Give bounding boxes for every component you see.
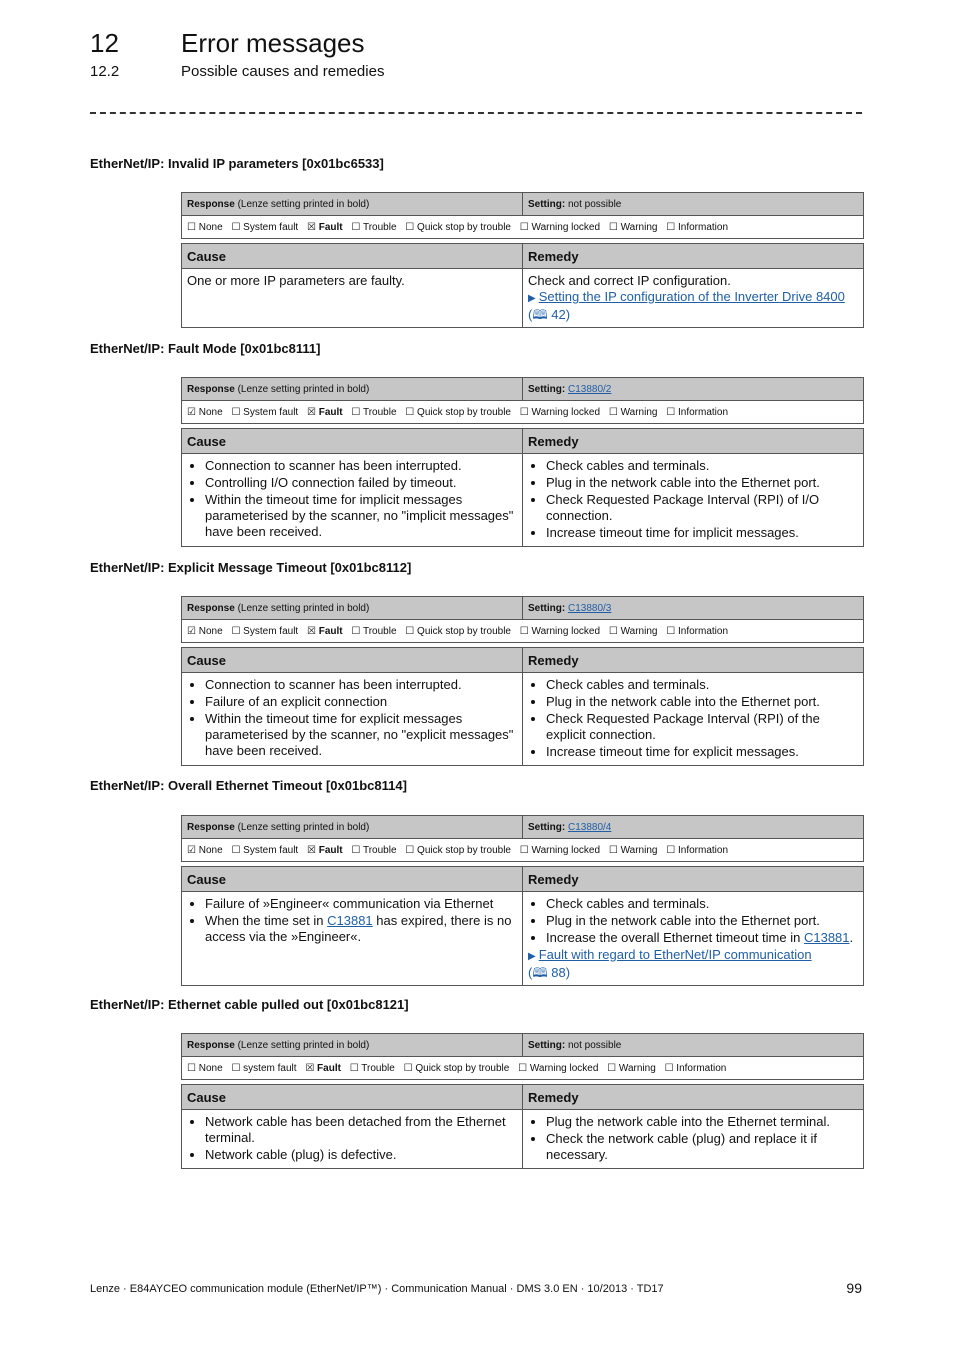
remedy-item: • Plug in the network cable into the Ethernet port. (546, 694, 858, 710)
option-system-fault: ☐ system fault (231, 1062, 297, 1074)
response-options (182, 620, 864, 643)
chapter-number: 12 (90, 28, 119, 58)
cause-cell (182, 673, 523, 766)
error-block (181, 192, 864, 328)
error-heading: EtherNet/IP: Ethernet cable pulled out [0x01bc8121] (90, 997, 409, 1012)
option-information: ☐ Information (666, 844, 729, 856)
remedy-header: Remedy (523, 429, 864, 454)
option-information: ☐ Information (666, 406, 729, 418)
cause-item: • Within the timeout time for implicit messages parameterised by the scanner, no "implicit messages" have been received. (205, 492, 517, 540)
option-information: ☐ Information (664, 1062, 727, 1074)
option-fault: ☒ Fault (306, 406, 343, 418)
cause-cell (182, 892, 523, 986)
setting-header: Setting: not possible (523, 193, 864, 216)
remedy-link[interactable]: Fault with regard to EtherNet/IP communication (538, 947, 812, 962)
cause-header: Cause (182, 867, 523, 892)
cause-text: One or more IP parameters are faulty. (187, 273, 405, 288)
setting-link[interactable]: C13880/4 (568, 821, 612, 833)
error-heading: EtherNet/IP: Fault Mode [0x01bc8111] (90, 341, 321, 356)
section-number: 12.2 (90, 63, 120, 80)
error-block (181, 815, 864, 986)
option-none: ☑ None (187, 844, 223, 856)
remedy-item: • Increase the overall Ethernet timeout time in C13881. (546, 930, 858, 946)
option-warning-locked: ☐ Warning locked (519, 406, 601, 418)
cause-header: Cause (182, 244, 523, 269)
cause-remedy-table (181, 866, 864, 986)
remedy-item: • Check cables and terminals. (546, 896, 858, 912)
response-table (181, 815, 864, 862)
option-warning: ☐ Warning (607, 1062, 656, 1074)
section-title: Possible causes and remedies (181, 63, 385, 80)
error-heading: EtherNet/IP: Explicit Message Timeout [0x01bc8112] (90, 560, 412, 575)
remedy-header: Remedy (523, 244, 864, 269)
response-header: Response (Lenze setting printed in bold) (182, 597, 523, 620)
option-warning: ☐ Warning (608, 221, 658, 233)
cause-item: • Within the timeout time for explicit messages parameterised by the scanner, no "explicit messages" have been received. (205, 711, 517, 759)
header-divider (90, 112, 862, 114)
response-options (182, 401, 864, 424)
option-quick-stop: ☐ Quick stop by trouble (405, 221, 511, 233)
triangle-right-icon: ▶ (528, 951, 536, 962)
remedy-item: • Check cables and terminals. (546, 458, 858, 474)
error-block (181, 1033, 864, 1169)
option-warning-locked: ☐ Warning locked (519, 844, 601, 856)
option-fault: ☒ Fault (305, 1062, 341, 1074)
cause-header: Cause (182, 429, 523, 454)
response-header: Response (Lenze setting printed in bold) (182, 816, 523, 839)
setting-header: Setting: not possible (523, 1034, 864, 1057)
remedy-header: Remedy (523, 648, 864, 673)
chapter-title: Error messages (181, 28, 365, 58)
response-table (181, 596, 864, 643)
page-ref-link[interactable]: (🕮 88) (528, 965, 571, 980)
option-information: ☐ Information (666, 625, 729, 637)
option-none: ☐ None (187, 221, 223, 233)
cause-remedy-table (181, 428, 864, 547)
setting-header: Setting: C13880/4 (523, 816, 864, 839)
page-footer: Lenze · E84AYCEO communication module (EtherNet/IP™) · Communication Manual · DMS 3.0 EN · 10/2013 · TD17 (90, 1283, 664, 1295)
option-information: ☐ Information (666, 221, 729, 233)
error-block (181, 596, 864, 766)
option-quick-stop: ☐ Quick stop by trouble (403, 1062, 510, 1074)
remedy-item: • Check Requested Package Interval (RPI) of the explicit connection. (546, 711, 858, 743)
setting-link[interactable]: C13880/2 (568, 383, 612, 395)
response-table (181, 1033, 864, 1080)
option-system-fault: ☐ System fault (231, 221, 299, 233)
remedy-link[interactable]: Setting the IP configuration of the Inverter Drive 8400 (538, 289, 845, 304)
remedy-item: • Increase timeout time for implicit messages. (546, 525, 858, 541)
response-header: Response (Lenze setting printed in bold) (182, 193, 523, 216)
cause-item: • Network cable (plug) is defective. (205, 1147, 517, 1163)
cause-remedy-table (181, 647, 864, 766)
option-trouble: ☐ Trouble (349, 1062, 395, 1074)
remedy-cell (523, 1110, 864, 1169)
response-header: Response (Lenze setting printed in bold) (182, 1034, 523, 1057)
option-quick-stop: ☐ Quick stop by trouble (405, 844, 511, 856)
response-options (182, 1057, 864, 1080)
error-block (181, 377, 864, 547)
cause-cell (182, 1110, 523, 1169)
option-fault: ☒ Fault (306, 625, 343, 637)
remedy-item: • Check the network cable (plug) and replace it if necessary. (546, 1131, 858, 1163)
cause-remedy-table (181, 243, 864, 328)
option-warning-locked: ☐ Warning locked (519, 221, 601, 233)
remedy-header: Remedy (523, 1085, 864, 1110)
parameter-link[interactable]: C13881 (803, 930, 850, 945)
response-header: Response (Lenze setting printed in bold) (182, 378, 523, 401)
remedy-item: • Check Requested Package Interval (RPI) of I/O connection. (546, 492, 858, 524)
option-fault: ☒ Fault (306, 221, 343, 233)
cause-remedy-table (181, 1084, 864, 1169)
cause-header: Cause (182, 648, 523, 673)
response-options (182, 216, 864, 239)
option-fault: ☒ Fault (306, 844, 343, 856)
option-warning: ☐ Warning (608, 844, 658, 856)
remedy-text: Check and correct IP configuration. (528, 273, 731, 288)
cause-item: • When the time set in C13881 has expired, there is no access via the »Engineer«. (205, 913, 517, 945)
cause-item: • Failure of an explicit connection (205, 694, 517, 710)
cause-cell (182, 269, 523, 328)
error-heading: EtherNet/IP: Invalid IP parameters [0x01bc6533] (90, 156, 384, 171)
page-number: 99 (846, 1280, 862, 1296)
option-none: ☐ None (187, 1062, 223, 1074)
cause-cell (182, 454, 523, 547)
option-system-fault: ☐ System fault (231, 625, 299, 637)
option-trouble: ☐ Trouble (351, 221, 397, 233)
option-warning-locked: ☐ Warning locked (519, 625, 601, 637)
cause-item: • Network cable has been detached from the Ethernet terminal. (205, 1114, 517, 1146)
parameter-link[interactable]: C13881 (327, 913, 373, 928)
remedy-header: Remedy (523, 867, 864, 892)
remedy-item: • Plug in the network cable into the Ethernet port. (546, 913, 858, 929)
remedy-item: • Plug the network cable into the Ethernet terminal. (546, 1114, 858, 1130)
remedy-cell (523, 454, 864, 547)
cause-item: • Connection to scanner has been interrupted. (205, 677, 517, 693)
cause-item: • Connection to scanner has been interrupted. (205, 458, 517, 474)
option-trouble: ☐ Trouble (351, 406, 397, 418)
option-none: ☑ None (187, 625, 223, 637)
cause-header: Cause (182, 1085, 523, 1110)
cause-item: • Controlling I/O connection failed by timeout. (205, 475, 517, 491)
option-warning-locked: ☐ Warning locked (518, 1062, 599, 1074)
remedy-cell (523, 892, 864, 986)
option-trouble: ☐ Trouble (351, 625, 397, 637)
option-system-fault: ☐ System fault (231, 844, 299, 856)
setting-header: Setting: C13880/3 (523, 597, 864, 620)
option-quick-stop: ☐ Quick stop by trouble (405, 406, 511, 418)
option-quick-stop: ☐ Quick stop by trouble (405, 625, 511, 637)
option-none: ☑ None (187, 406, 223, 418)
option-trouble: ☐ Trouble (351, 844, 397, 856)
setting-header: Setting: C13880/2 (523, 378, 864, 401)
option-warning: ☐ Warning (608, 625, 658, 637)
remedy-item: • Increase timeout time for explicit messages. (546, 744, 858, 760)
response-table (181, 192, 864, 239)
triangle-right-icon: ▶ (528, 293, 536, 304)
option-system-fault: ☐ System fault (231, 406, 299, 418)
remedy-cell (523, 673, 864, 766)
remedy-item: • Check cables and terminals. (546, 677, 858, 693)
setting-link[interactable]: C13880/3 (568, 602, 612, 614)
cause-item: • Failure of »Engineer« communication via Ethernet (205, 896, 517, 912)
response-table (181, 377, 864, 424)
error-heading: EtherNet/IP: Overall Ethernet Timeout [0x01bc8114] (90, 778, 407, 793)
remedy-item: • Plug in the network cable into the Ethernet port. (546, 475, 858, 491)
option-warning: ☐ Warning (608, 406, 658, 418)
response-options (182, 839, 864, 862)
page-ref-link[interactable]: (🕮 42) (528, 307, 571, 322)
remedy-cell (523, 269, 864, 328)
